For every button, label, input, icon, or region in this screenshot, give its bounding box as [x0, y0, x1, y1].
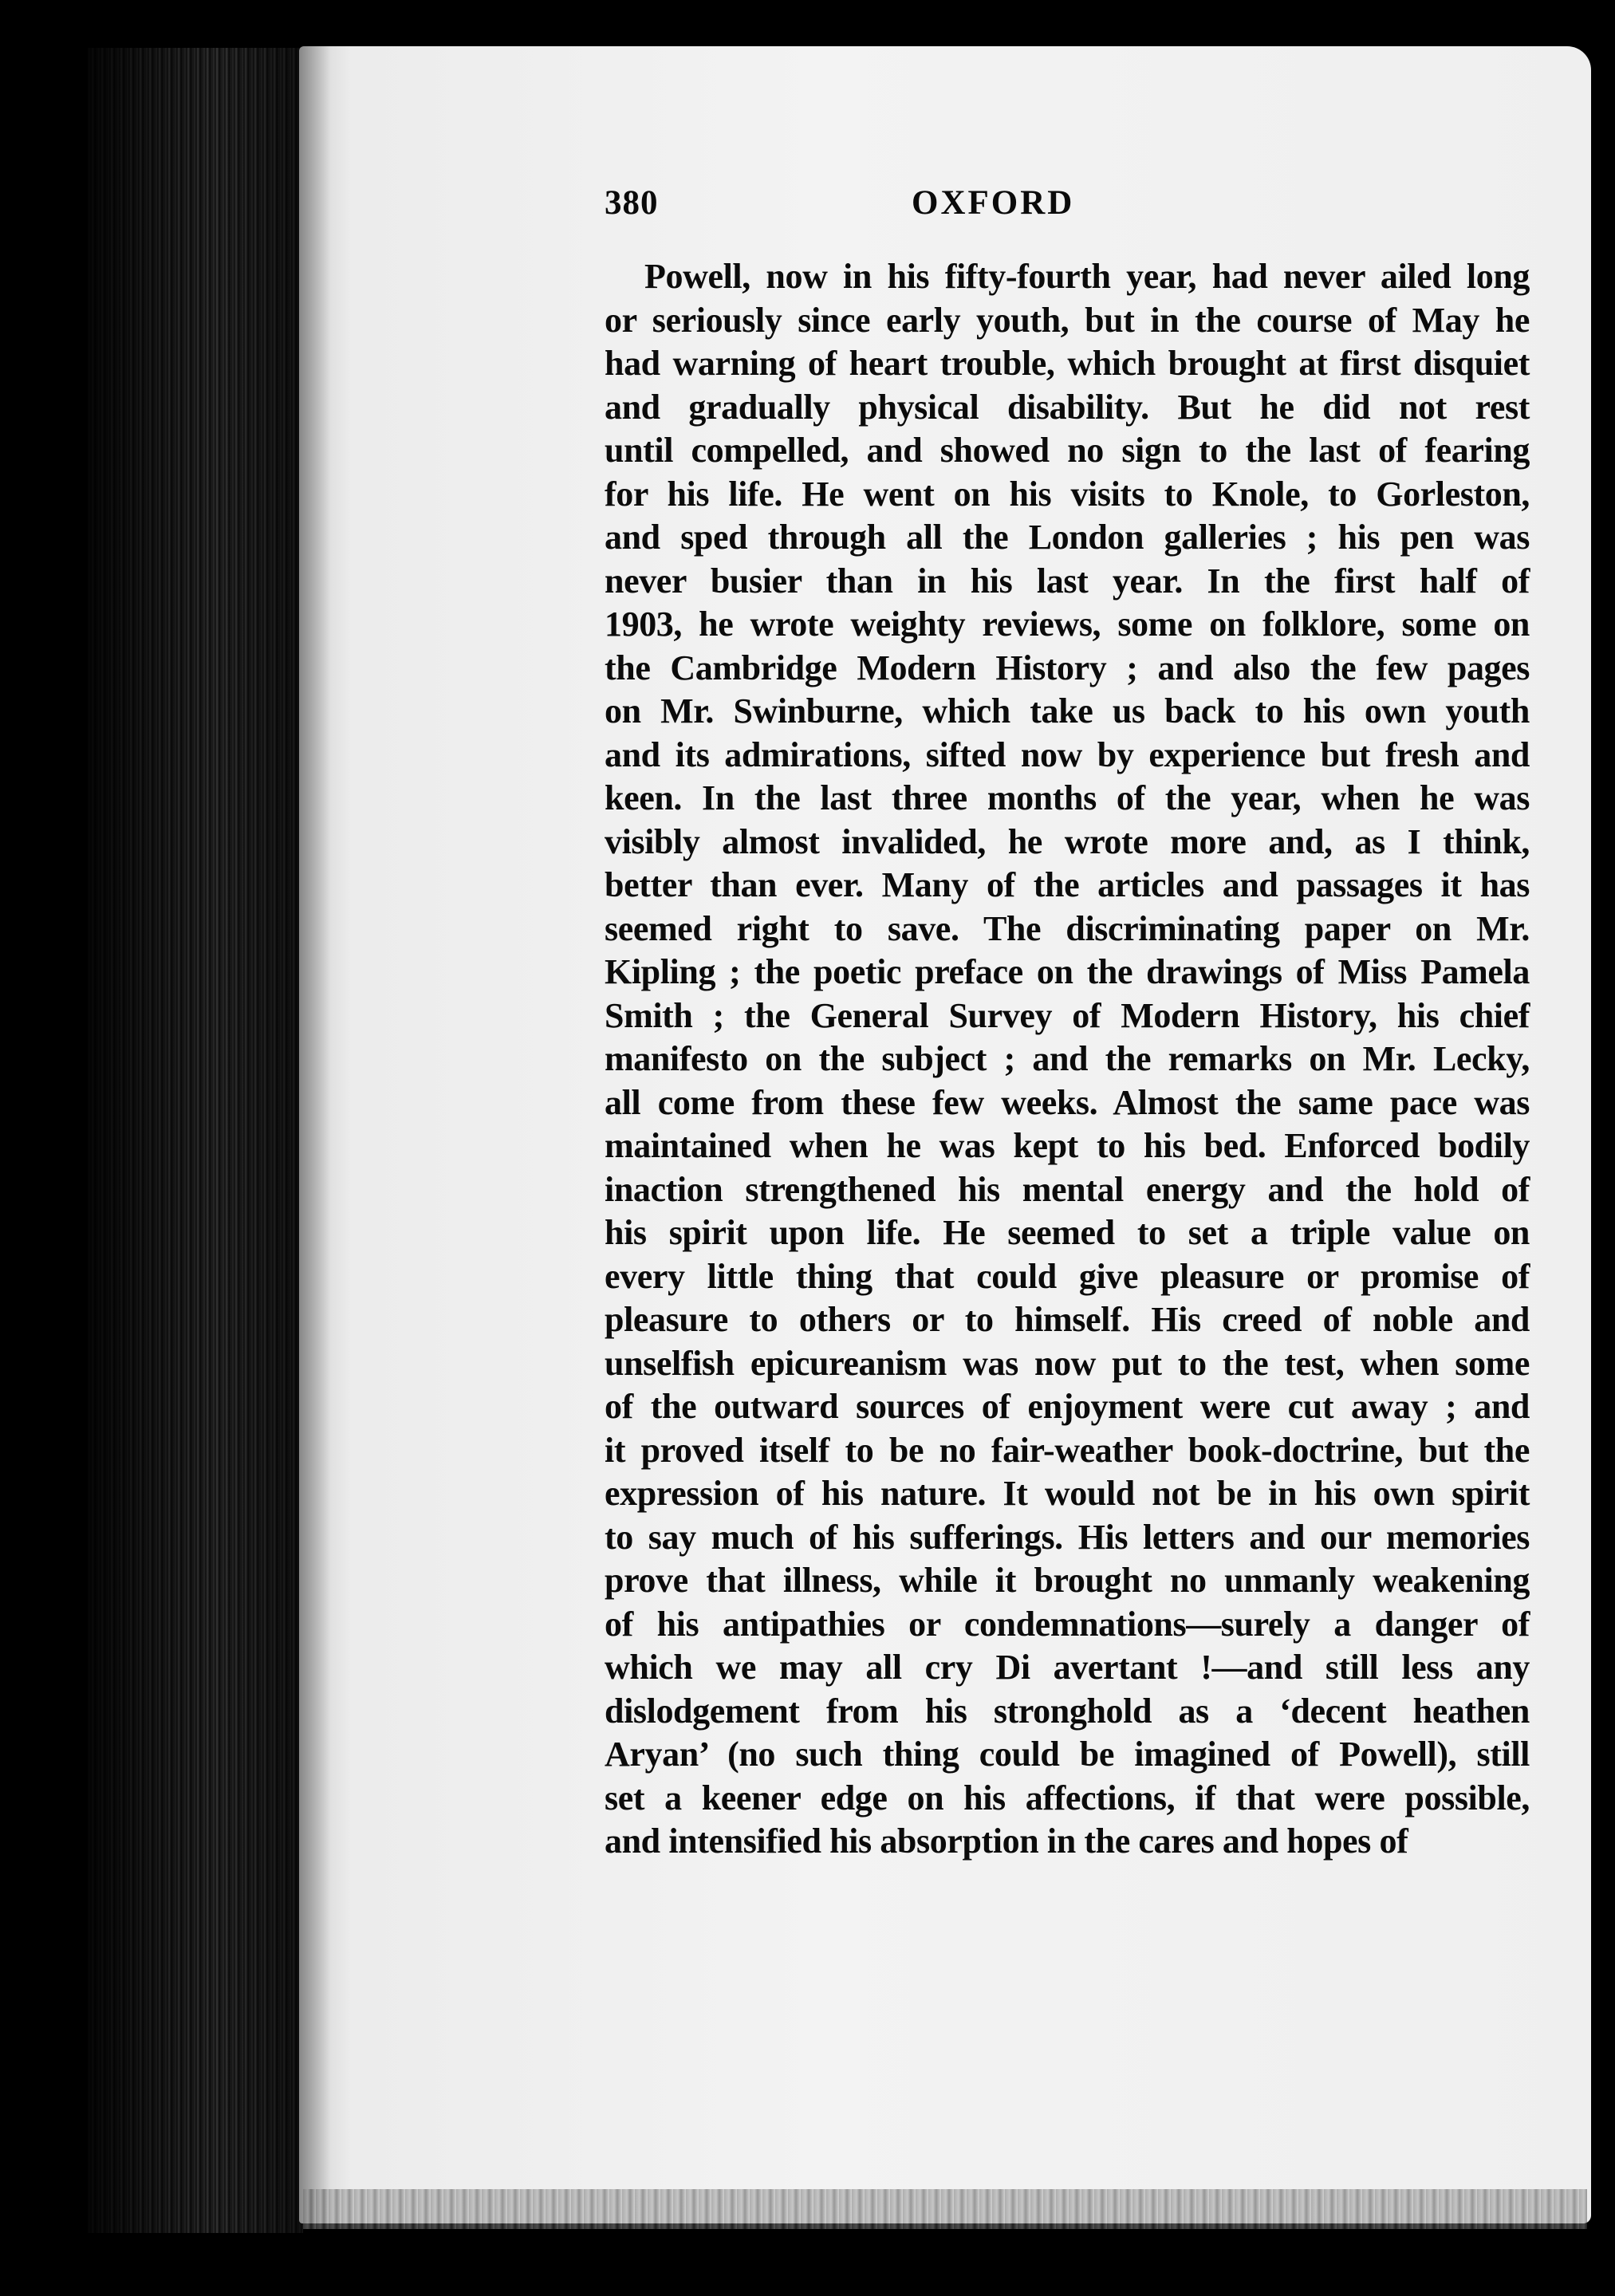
- page-header: [605, 183, 1530, 231]
- text-line: had warning of heart trouble, which brought at first disquiet: [605, 344, 1530, 383]
- text-line: and gradually physical disability. But he did not rest: [605, 387, 1530, 427]
- text-line: keen. In the last three months of the year, when he was: [605, 778, 1530, 817]
- text-line: expression of his nature. It would not be in his own spirit: [605, 1474, 1530, 1513]
- text-line: of his antipathies or condemnations—surely a danger of: [605, 1604, 1530, 1644]
- text-line: all come from these few weeks. Almost the same pace was: [605, 1082, 1530, 1122]
- text-line: the Cambridge Modern History ; and also the few pages: [605, 648, 1530, 687]
- text-line: and its admirations, sifted now by experience but fresh and: [605, 734, 1530, 774]
- text-line: to say much of his sufferings. His letters and our memories: [605, 1517, 1530, 1557]
- running-title: OXFORD: [912, 184, 1075, 222]
- text-line: pleasure to others or to himself. His creed of noble and: [605, 1300, 1530, 1339]
- body-text: [605, 255, 1530, 1864]
- text-line: which we may all cry Di avertant !—and still less any: [605, 1648, 1530, 1687]
- text-line: his spirit upon life. He seemed to set a triple value on: [605, 1213, 1530, 1252]
- text-line: Smith ; the General Survey of Modern History, his chief: [605, 995, 1530, 1035]
- text-line: and intensified his absorption in the cares and hopes of: [605, 1821, 1408, 1861]
- text-line: manifesto on the subject ; and the remarks on Mr. Lecky,: [605, 1039, 1530, 1078]
- text-line: of the outward sources of enjoyment were cut away ; and: [605, 1387, 1530, 1426]
- text-line: or seriously since early youth, but in the course of May he: [605, 300, 1530, 340]
- page-number: 380: [605, 184, 659, 222]
- text-line: it proved itself to be no fair-weather book-doctrine, but the: [605, 1430, 1530, 1470]
- text-line: dislodgement from his stronghold as a ‘decent heathen: [605, 1691, 1530, 1731]
- text-line: every little thing that could give pleasure or promise of: [605, 1256, 1530, 1296]
- text-line: prove that illness, while it brought no unmanly weakening: [605, 1561, 1530, 1600]
- text-line: seemed right to save. The discriminating paper on Mr.: [605, 908, 1530, 948]
- page-bottom-edge: [303, 2189, 1587, 2229]
- text-line: unselfish epicureanism was now put to the test, when some: [605, 1343, 1530, 1383]
- text-line: and sped through all the London galleries ; his pen was: [605, 518, 1530, 557]
- book-page-edges: [88, 48, 303, 2233]
- text-line: 1903, he wrote weighty reviews, some on folklore, some on: [605, 605, 1530, 644]
- text-line: Powell, now in his fifty-fourth year, had never ailed long: [644, 257, 1530, 296]
- text-line: never busier than in his last year. In the first half of: [605, 561, 1530, 601]
- text-line: set a keener edge on his affections, if that were possible,: [605, 1778, 1530, 1818]
- text-line: until compelled, and showed no sign to the last of fearing: [605, 431, 1530, 470]
- text-line: maintained when he was kept to his bed. Enforced bodily: [605, 1126, 1530, 1165]
- text-line: Aryan’ (no such thing could be imagined of Powell), still: [605, 1735, 1530, 1774]
- text-line: Kipling ; the poetic preface on the drawings of Miss Pamela: [605, 952, 1530, 991]
- text-line: better than ever. Many of the articles and passages it has: [605, 865, 1530, 904]
- text-line: inaction strengthened his mental energy and the hold of: [605, 1169, 1530, 1209]
- text-line: on Mr. Swinburne, which take us back to his own youth: [605, 691, 1530, 731]
- text-line: visibly almost invalided, he wrote more and, as I think,: [605, 821, 1530, 861]
- text-line: for his life. He went on his visits to Knole, to Gorleston,: [605, 474, 1530, 514]
